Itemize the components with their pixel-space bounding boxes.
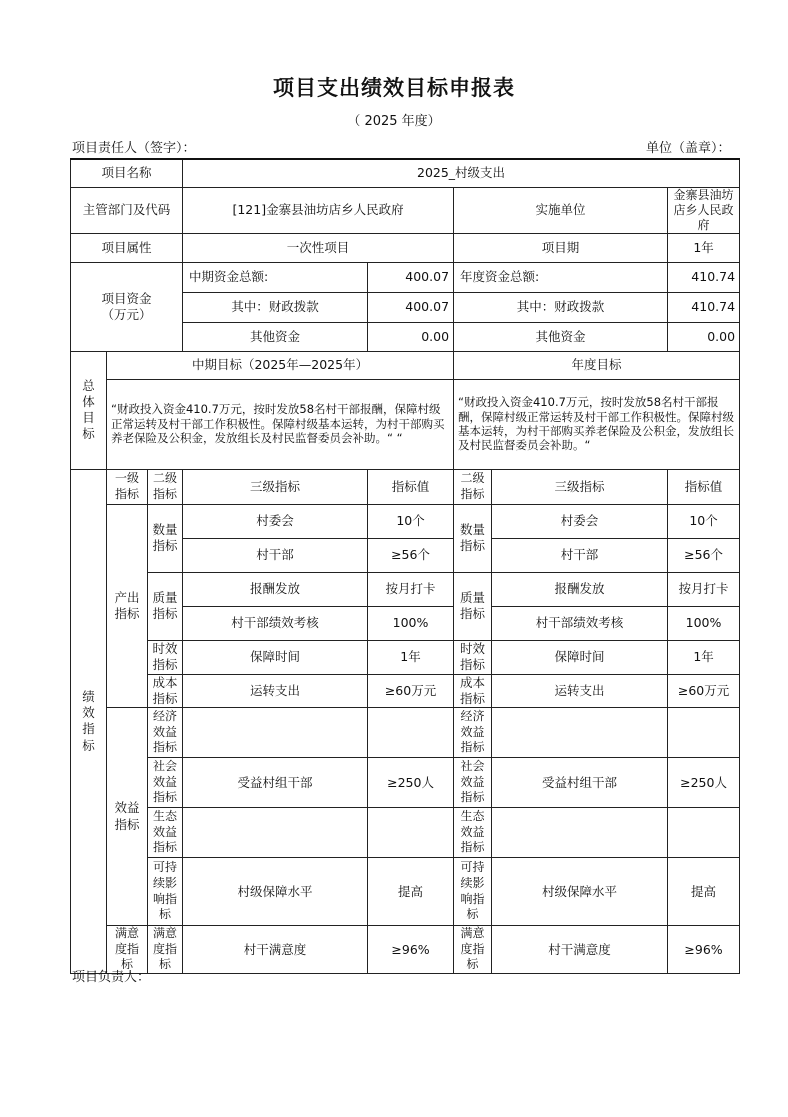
q2-value: ≥56个 (368, 538, 454, 572)
economic-label-year: 经济效益指标 (454, 708, 492, 758)
perf-indicator-label: 绩效指标 (71, 469, 107, 974)
year-total-label: 年度资金总额: (454, 262, 668, 292)
social-label: 社会效益指标 (148, 758, 183, 808)
year-other-label: 其他资金 (454, 322, 668, 351)
q2-value-year: ≥56个 (668, 538, 740, 572)
ecological-value-year (668, 808, 740, 858)
quality-label: 质量指标 (148, 572, 183, 640)
page-title: 项目支出绩效目标申报表 (273, 76, 515, 100)
sustainable-label-year: 可持续影响指标 (454, 858, 492, 926)
s1-name: 受益村组干部 (183, 758, 368, 808)
q2-name-year: 村干部 (492, 538, 668, 572)
project-name-value: 2025_村级支出 (183, 159, 740, 187)
sa1-name: 村干满意度 (183, 926, 368, 974)
quantity-label: 数量指标 (148, 504, 183, 572)
c1-value-year: ≥60万元 (668, 674, 740, 708)
t1-value: 1年 (368, 640, 454, 674)
overall-goal-label: 总体目标 (71, 351, 107, 469)
dept-label: 主管部门及代码 (71, 187, 183, 233)
qa1-value: 按月打卡 (368, 572, 454, 606)
year-goal-text: “财政投入资金410.7万元，按时发放58名村干部报酬，保障村级正常运转及村干部工作积极性。保障村级基本运转，为村干部购买养老保险及公积金，发放组长及村民监督委员会补助。“ (454, 379, 740, 469)
dept-value: [121]金寨县油坊店乡人民政府 (183, 187, 454, 233)
s1-name-year: 受益村组干部 (492, 758, 668, 808)
satisfaction-sub-label: 满意度指标 (148, 926, 183, 974)
satisfaction-indicator-label: 满意度指标 (107, 926, 148, 974)
year-fiscal-label: 其中：财政拨款 (454, 292, 668, 322)
ecological-label-year: 生态效益指标 (454, 808, 492, 858)
q1-name: 村委会 (183, 504, 368, 538)
timeliness-label-year: 时效指标 (454, 640, 492, 674)
economic-value (368, 708, 454, 758)
economic-name-year (492, 708, 668, 758)
ecological-value (368, 808, 454, 858)
project-name-label: 项目名称 (71, 159, 183, 187)
sustainable-label: 可持续影响指标 (148, 858, 183, 926)
period-value: 1年 (668, 233, 740, 262)
responsible-signature-label: 项目责任人（签字）： (72, 141, 196, 156)
year-fiscal-value: 410.74 (668, 292, 740, 322)
c1-name: 运转支出 (183, 674, 368, 708)
c1-name-year: 运转支出 (492, 674, 668, 708)
sa1-name-year: 村干满意度 (492, 926, 668, 974)
mid-total-value: 400.07 (368, 262, 454, 292)
mid-goal-header: 中期目标（2025年—2025年） (107, 351, 454, 379)
mid-goal-text: “财政投入资金410.7万元，按时发放58名村干部报酬，保障村级正常运转及村干部工作积极性。保障村级基本运转，为村干部购买养老保险及公积金，发放组长及村民监督委员会补助。“ “ (107, 379, 454, 469)
economic-value-year (668, 708, 740, 758)
level3-header-year: 三级指标 (492, 469, 668, 504)
sa1-value: ≥96% (368, 926, 454, 974)
value-header: 指标值 (368, 469, 454, 504)
attr-value: 一次性项目 (183, 233, 454, 262)
su1-name-year: 村级保障水平 (492, 858, 668, 926)
level2-header-year: 二级指标 (454, 469, 492, 504)
t1-value-year: 1年 (668, 640, 740, 674)
q1-value: 10个 (368, 504, 454, 538)
level1-header: 一级指标 (107, 469, 148, 504)
year-line: （ 2025 年度） (347, 114, 441, 129)
economic-label: 经济效益指标 (148, 708, 183, 758)
su1-value-year: 提高 (668, 858, 740, 926)
year-goal-header: 年度目标 (454, 351, 740, 379)
impl-value: 金寨县油坊店乡人民政府 (668, 187, 740, 233)
value-header-year: 指标值 (668, 469, 740, 504)
attr-label: 项目属性 (71, 233, 183, 262)
q1-name-year: 村委会 (492, 504, 668, 538)
mid-other-label: 其他资金 (183, 322, 368, 351)
qa2-name-year: 村干部绩效考核 (492, 606, 668, 640)
qa2-value: 100% (368, 606, 454, 640)
mid-other-value: 0.00 (368, 322, 454, 351)
period-label: 项目期 (454, 233, 668, 262)
t1-name-year: 保障时间 (492, 640, 668, 674)
economic-name (183, 708, 368, 758)
qa2-value-year: 100% (668, 606, 740, 640)
mid-fiscal-value: 400.07 (368, 292, 454, 322)
qa1-value-year: 按月打卡 (668, 572, 740, 606)
ecological-name-year (492, 808, 668, 858)
t1-name: 保障时间 (183, 640, 368, 674)
su1-name: 村级保障水平 (183, 858, 368, 926)
satisfaction-sub-label-year: 满意度指标 (454, 926, 492, 974)
output-indicator-label: 产出指标 (107, 504, 148, 708)
quantity-label-year: 数量指标 (454, 504, 492, 572)
quality-label-year: 质量指标 (454, 572, 492, 640)
mid-total-label: 中期资金总额: (183, 262, 368, 292)
cost-label: 成本指标 (148, 674, 183, 708)
performance-table (70, 158, 740, 974)
qa1-name-year: 报酬发放 (492, 572, 668, 606)
s1-value-year: ≥250人 (668, 758, 740, 808)
effect-indicator-label: 效益指标 (107, 708, 148, 926)
qa2-name: 村干部绩效考核 (183, 606, 368, 640)
ecological-name (183, 808, 368, 858)
s1-value: ≥250人 (368, 758, 454, 808)
qa1-name: 报酬发放 (183, 572, 368, 606)
year-other-value: 0.00 (668, 322, 740, 351)
q1-value-year: 10个 (668, 504, 740, 538)
social-label-year: 社会效益指标 (454, 758, 492, 808)
funds-label: 项目资金（万元） (71, 262, 183, 351)
cost-label-year: 成本指标 (454, 674, 492, 708)
q2-name: 村干部 (183, 538, 368, 572)
su1-value: 提高 (368, 858, 454, 926)
mid-fiscal-label: 其中：财政拨款 (183, 292, 368, 322)
unit-seal-label: 单位（盖章）： (646, 141, 731, 156)
sa1-value-year: ≥96% (668, 926, 740, 974)
year-total-value: 410.74 (668, 262, 740, 292)
level2-header: 二级指标 (148, 469, 183, 504)
c1-value: ≥60万元 (368, 674, 454, 708)
level3-header: 三级指标 (183, 469, 368, 504)
impl-label: 实施单位 (454, 187, 668, 233)
ecological-label: 生态效益指标 (148, 808, 183, 858)
project-lead-label: 项目负责人： (72, 970, 151, 985)
timeliness-label: 时效指标 (148, 640, 183, 674)
